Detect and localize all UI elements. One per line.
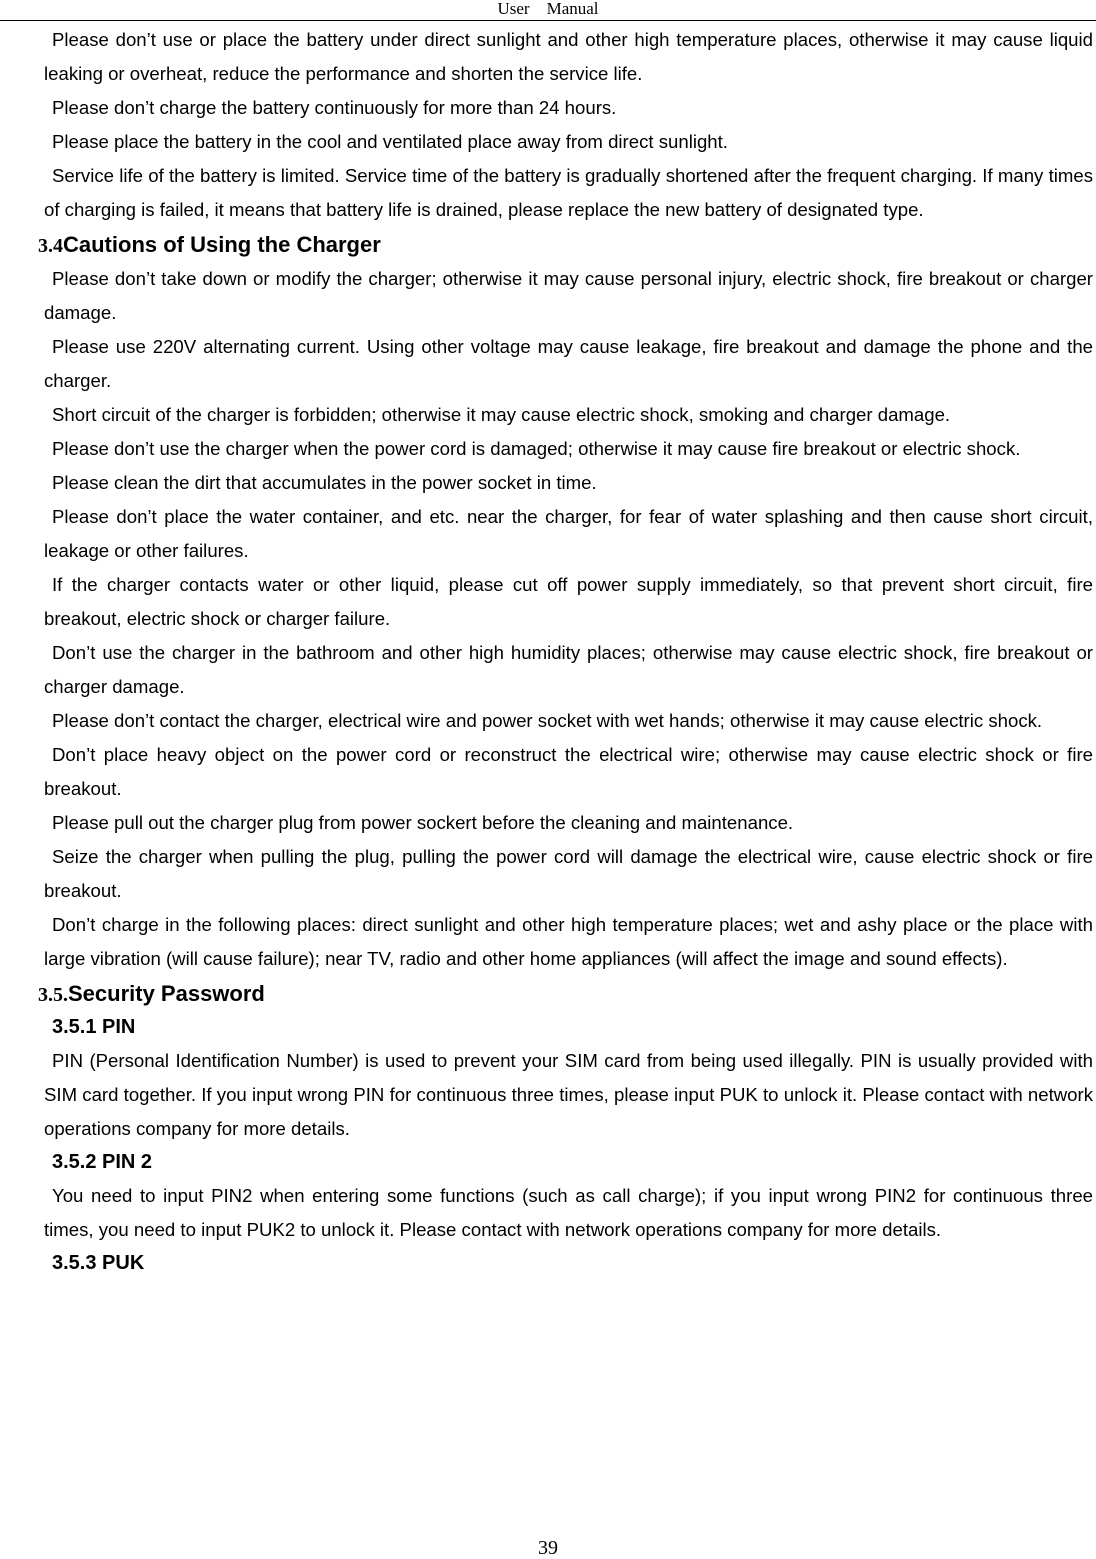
paragraph: Please place the battery in the cool and ventilated place away from direct sunlight. bbox=[52, 131, 728, 152]
paragraph: Please pull out the charger plug from power sockert before the cleaning and maintenance. bbox=[52, 812, 794, 833]
paragraph: Please don’t charge the battery continuously for more than 24 hours. bbox=[52, 97, 617, 118]
page-header bbox=[0, 0, 1096, 18]
paragraph: Please don’t take down or modify the charger; otherwise it may cause personal injury, electric shock, fire breakout or charger damage. bbox=[44, 268, 1093, 323]
paragraph: If the charger contacts water or other liquid, please cut off power supply immediately, so that prevent short circuit, fire breakout, electric shock or charger failure. bbox=[44, 574, 1093, 629]
section-title: Cautions of Using the Charger bbox=[63, 232, 381, 257]
header-rule bbox=[0, 20, 1096, 21]
paragraph: Please don’t use or place the battery under direct sunlight and other high temperature places, otherwise it may cause liquid leaking or overheat, reduce the performance and shorten the service life. bbox=[44, 29, 1093, 84]
subsection-heading-puk: 3.5.3 PUK bbox=[52, 1252, 145, 1274]
paragraph: Please don’t place the water container, and etc. near the charger, for fear of water splashing and then cause short circuit, leakage or other failures. bbox=[44, 506, 1093, 561]
paragraph: Don’t charge in the following places: direct sunlight and other high temperature places; wet and ashy place or the place with large vibration (will cause failure); near TV, radio and other home appliances (will affect the image and sound effects). bbox=[44, 914, 1093, 969]
subsection-heading-pin2: 3.5.2 PIN 2 bbox=[52, 1151, 153, 1173]
paragraph: Please don’t contact the charger, electrical wire and power socket with wet hands; otherwise it may cause electric shock. bbox=[52, 710, 1043, 731]
paragraph: PIN (Personal Identification Number) is used to prevent your SIM card from being used illegally. PIN is usually provided with SIM card together. If you input wrong PIN for continuous three times, please input PUK to unlock it. Please contact with network operations company for more details. bbox=[44, 1050, 1093, 1139]
paragraph: Seize the charger when pulling the plug, pulling the power cord will damage the electrical wire, cause electric shock or fire breakout. bbox=[44, 846, 1093, 901]
paragraph: Service life of the battery is limited. Service time of the battery is gradually shortened after the frequent charging. If many times of charging is failed, it means that battery life is drained, please replace the new battery of designated type. bbox=[44, 165, 1093, 220]
section-heading-3-5 bbox=[38, 978, 1093, 1011]
section-number: 3.5. bbox=[38, 984, 68, 1006]
paragraph: Please clean the dirt that accumulates in the power socket in time. bbox=[52, 472, 597, 493]
paragraph: Don’t place heavy object on the power cord or reconstruct the electrical wire; otherwise may cause electric shock or fire breakout. bbox=[44, 744, 1093, 799]
page-content bbox=[38, 23, 1093, 1280]
paragraph: Short circuit of the charger is forbidden; otherwise it may cause electric shock, smoking and charger damage. bbox=[52, 404, 951, 425]
section-title: Security Password bbox=[68, 981, 265, 1006]
subsection-heading-pin: 3.5.1 PIN bbox=[52, 1016, 136, 1038]
paragraph: Please don’t use the charger when the power cord is damaged; otherwise it may cause fire breakout or electric shock. bbox=[52, 438, 1021, 459]
page-footer bbox=[0, 1537, 1096, 1559]
paragraph: Please use 220V alternating current. Using other voltage may cause leakage, fire breakout and damage the phone and the charger. bbox=[44, 336, 1093, 391]
paragraph: Don’t use the charger in the bathroom and other high humidity places; otherwise may cause electric shock, fire breakout or charger damage. bbox=[44, 642, 1093, 697]
section-heading-3-4 bbox=[38, 229, 1093, 262]
section-number: 3.4 bbox=[38, 235, 63, 257]
header-title: User Manual bbox=[497, 0, 599, 18]
page-number: 39 bbox=[538, 1537, 558, 1559]
paragraph: You need to input PIN2 when entering some functions (such as call charge); if you input wrong PIN2 for continuous three times, you need to input PUK2 to unlock it. Please contact with network operations company for more details. bbox=[44, 1185, 1093, 1240]
